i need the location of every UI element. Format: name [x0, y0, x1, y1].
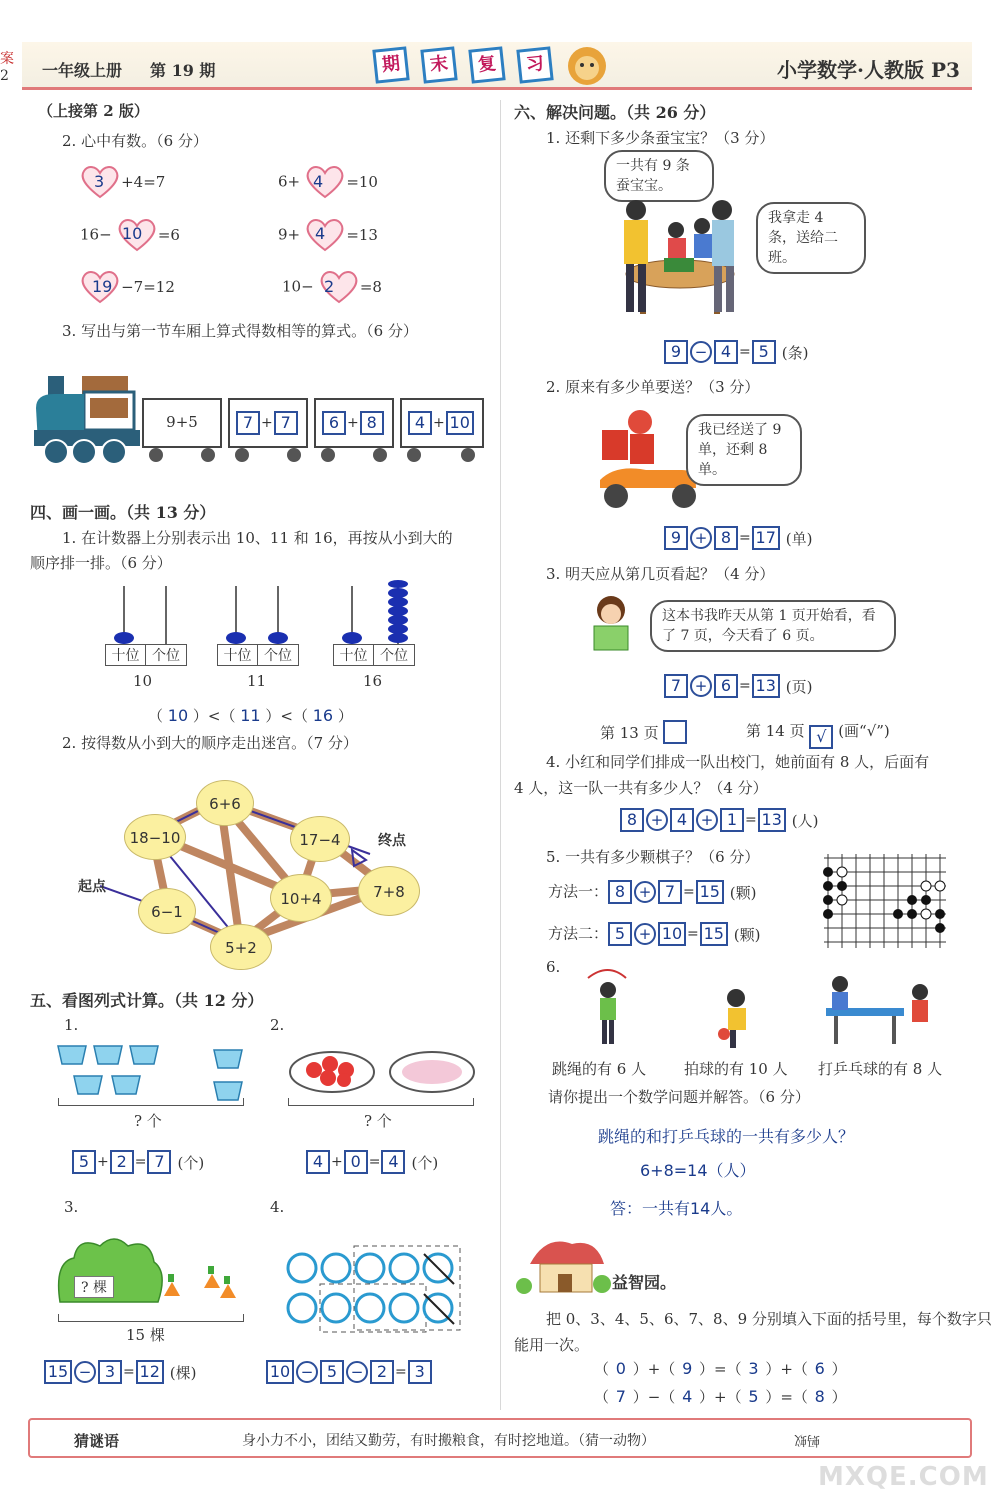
s6-q4-line2: 4 人，这一队一共有多少人？（4 分） [514, 779, 768, 797]
lion-mascot-icon [562, 44, 612, 88]
subject-label: 小学数学·人教版 P3 [777, 58, 960, 82]
train-car: 6 + 8 [314, 398, 394, 448]
riddle-footer [28, 1418, 972, 1458]
heart-value: 10 [122, 224, 143, 243]
heart-value: 4 [315, 224, 326, 243]
s6-q4-line1: 4. 小红和同学们排成一队出校门，她前面有 8 人，后面有 [546, 753, 930, 771]
speech-bubble: 我拿走 4 条，送给二班。 [756, 202, 866, 274]
q2-title: 2. 心中有数。（6 分） [62, 132, 208, 150]
riddle-text: 身小力不小，团结又勤劳，有时搬粮食，有时挖地道。（猜一动物） [242, 1433, 655, 1449]
mushroom-house-icon [516, 1234, 612, 1298]
maze-node: 7+8 [358, 866, 420, 916]
s6-q6-answer-statement: 答：一共有14人。 [610, 1199, 743, 1218]
heart-value: 2 [324, 277, 335, 296]
heart-equation: 16− =6 [80, 218, 180, 252]
heart-equation: 6+ =10 [278, 165, 378, 199]
brace [288, 1098, 474, 1106]
students-table-icon [606, 196, 756, 322]
yizhi-line2: 能用一次。 [514, 1336, 590, 1354]
heart-value: 3 [94, 172, 105, 191]
abacus-base: 十位 个位 [217, 644, 299, 666]
brace-label: ? 个 [134, 1112, 162, 1130]
brace [58, 1098, 244, 1106]
heart-value: 4 [313, 172, 324, 191]
title-char: 复 [468, 46, 505, 83]
s6-q6-answer-question: 跳绳的和打乒乓球的一共有多少人？ [598, 1127, 855, 1146]
sec4-q1-line2: 顺序排一排。（6 分） [30, 554, 172, 572]
s6-q5-m1: 方法一： 8 + 7 = 15 (颗) [548, 880, 756, 904]
side-tab: 案 2 [0, 51, 14, 84]
watermark: MXQE.COM [818, 1462, 989, 1492]
s6-q5-m2: 方法二： 5 + 10 = 15 (颗) [548, 922, 760, 946]
sec4-q1-line1: 1. 在计数器上分别表示出 10、11 和 16，再按从小到大的 [62, 529, 453, 547]
maze-start-label: 起点 [78, 879, 106, 895]
title-char: 末 [420, 46, 457, 83]
maze-node: 6−1 [138, 888, 196, 934]
train-wheels-icon [142, 446, 486, 464]
eq-5-3: 15 − 3 = 12 (棵) [44, 1360, 196, 1384]
brace-label: 15 棵 [126, 1326, 165, 1344]
yizhi-line1: 把 0、3、4、5、6、7、8、9 分别填入下面的括号里，每个数字只 [546, 1310, 992, 1328]
brace [58, 1314, 244, 1322]
column-divider [500, 100, 501, 1410]
q-num: 6. [546, 958, 561, 976]
section-4-title: 四、画一画。（共 13 分） [30, 503, 216, 522]
go-board-icon [820, 852, 950, 952]
maze-node: 17−4 [290, 816, 350, 862]
eq-5-1: 5 + 2 = 7 (个) [72, 1150, 204, 1174]
maze-node: 6+6 [196, 780, 254, 826]
s6-q6-prompt: 请你提出一个数学问题并解答。（6 分） [548, 1088, 810, 1106]
continued-note: （上接第 2 版） [38, 102, 149, 120]
tree-sign: ? 棵 [74, 1276, 114, 1298]
yizhi-row2: （ 7 ）−（ 4 ）+（ 5 ）=（ 8 ） [594, 1387, 847, 1406]
activity-caption: 拍球的有 10 人 [684, 1060, 788, 1078]
s6-q5-title: 5. 一共有多少颗棋子？（6 分） [546, 848, 760, 866]
s6-q2-eq: 9 + 8 = 17 (单) [664, 526, 812, 550]
s6-q6-answer-equation: 6+8=14（人） [640, 1161, 756, 1180]
q-num: 4. [270, 1198, 285, 1216]
abacus-value: 10 [133, 672, 153, 690]
reading-girl-icon [588, 592, 634, 654]
activity-caption: 跳绳的有 6 人 [552, 1060, 647, 1078]
s6-q3-title: 3. 明天应从第几页看起？（4 分） [546, 565, 775, 583]
choice-13: 第 13 页 [600, 720, 687, 744]
riddle-label: 猜谜语 [74, 1432, 120, 1450]
maze-node: 5+2 [210, 924, 272, 970]
s6-q2-title: 2. 原来有多少单要送？（3 分） [546, 378, 760, 396]
heart-equation: 10− =8 [282, 270, 382, 304]
heart-equation: +4=7 [80, 165, 165, 199]
choice-14: 第 14 页 √ (画“√”) [746, 720, 890, 749]
abacus-base: 十位 个位 [333, 644, 415, 666]
locomotive-icon [34, 372, 142, 466]
order-answer: （ 10 ）<（ 11 ）<（ 16 ） [148, 706, 353, 725]
s6-q1-title: 1. 还剩下多少条蚕宝宝？（3 分） [546, 129, 775, 147]
q-num: 3. [64, 1198, 79, 1216]
children-activities-icon [578, 968, 978, 1054]
clocks-icon [284, 1244, 464, 1334]
train-car: 4 + 10 [400, 398, 484, 448]
plates-icon [288, 1046, 478, 1096]
eq-5-2: 4 + 0 = 4 (个) [306, 1150, 438, 1174]
s6-q1-eq: 9 − 4 = 5 (条) [664, 340, 808, 364]
abacus-base: 十位 个位 [105, 644, 187, 666]
speech-bubble: 这本书我昨天从第 1 页开始看，看了 7 页，今天看了 6 页。 [650, 600, 896, 652]
abacus-value: 16 [363, 672, 383, 690]
issue-label: 第 19 期 [150, 61, 216, 80]
q-num: 1. [64, 1016, 79, 1034]
page-header [22, 42, 972, 90]
title-char: 习 [516, 46, 553, 83]
train-car-first: 9+5 [142, 398, 222, 448]
riddle-answer: 蚂蚁 [794, 1432, 821, 1447]
trees-carrots-icon [54, 1232, 250, 1312]
speech-bubble: 我已经送了 9 单，还剩 8 单。 [686, 414, 802, 486]
abacus-value: 11 [247, 672, 267, 690]
activity-caption: 打乒乓球的有 8 人 [818, 1060, 943, 1078]
grade-label: 一年级上册 [42, 61, 123, 80]
eq-5-4: 10 − 5 − 2 = 3 [266, 1360, 432, 1384]
heart-icon [305, 218, 345, 252]
heart-equation: −7=12 [80, 270, 175, 304]
heart-icon [305, 165, 345, 199]
yizhi-row1: （ 0 ）+（ 9 ）=（ 3 ）+（ 6 ） [594, 1359, 847, 1378]
title-char: 期 [372, 46, 409, 83]
s6-q4-eq: 8 + 4 + 1 = 13 (人) [620, 808, 818, 832]
heart-value: 19 [92, 277, 113, 296]
section-5-title: 五、看图列式计算。（共 12 分） [30, 991, 264, 1010]
section-6-title: 六、解决问题。（共 26 分） [514, 103, 716, 122]
s6-q3-eq: 7 + 6 = 13 (页) [664, 674, 812, 698]
speech-bubble: 一共有 9 条蚕宝宝。 [604, 150, 714, 202]
brace-label: ? 个 [364, 1112, 392, 1130]
maze-end-label: 终点 [378, 833, 406, 849]
heart-equation: 9+ =13 [278, 218, 378, 252]
q-num: 2. [270, 1016, 285, 1034]
yizhi-title: 益智园。 [612, 1273, 677, 1292]
maze-node: 10+4 [270, 874, 332, 922]
sec4-q2-title: 2. 按得数从小到大的顺序走出迷宫。（7 分） [62, 734, 358, 752]
maze-node: 18−10 [124, 814, 186, 860]
train-car: 7 + 7 [228, 398, 308, 448]
q3-title: 3. 写出与第一节车厢上算式得数相等的算式。（6 分） [62, 322, 418, 340]
